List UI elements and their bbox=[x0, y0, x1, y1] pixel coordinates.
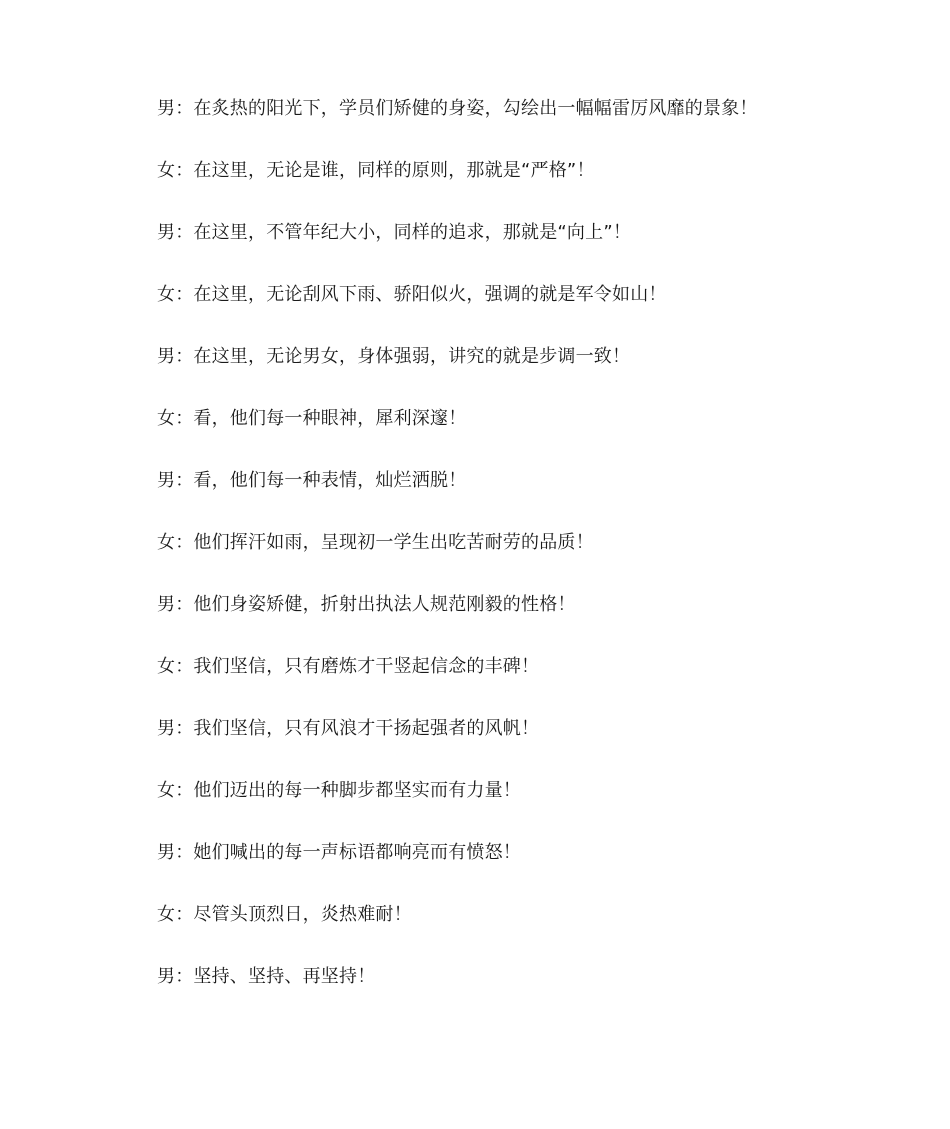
dialogue-line: 男：在这里，不管年纪大小，同样的追求，那就是“向上”！ bbox=[157, 222, 632, 243]
dialogue-line: 女：在这里，无论刮风下雨、骄阳似火，强调的就是军令如山！ bbox=[157, 284, 667, 305]
dialogue-line: 女：在这里，无论是谁，同样的原则，那就是“严格”！ bbox=[157, 160, 595, 181]
dialogue-line: 女：他们挥汗如雨，呈现初一学生出吃苦耐劳的品质！ bbox=[157, 532, 594, 553]
dialogue-line: 男：看，他们每一种表情，灿烂洒脱！ bbox=[157, 470, 467, 491]
dialogue-line: 男：坚持、坚持、再坚持！ bbox=[157, 966, 376, 987]
dialogue-line: 男：在这里，无论男女，身体强弱，讲究的就是步调一致！ bbox=[157, 346, 631, 367]
dialogue-line: 男：他们身姿矫健，折射出执法人规范刚毅的性格！ bbox=[157, 594, 576, 615]
dialogue-line: 女：尽管头顶烈日，炎热难耐！ bbox=[157, 904, 412, 925]
dialogue-line: 男：在炙热的阳光下，学员们矫健的身姿，勾绘出一幅幅雷厉风靡的景象！ bbox=[157, 98, 758, 119]
dialogue-line: 男：我们坚信，只有风浪才干扬起强者的风帆！ bbox=[157, 718, 540, 739]
dialogue-line: 女：他们迈出的每一种脚步都坚实而有力量！ bbox=[157, 780, 521, 801]
dialogue-line: 男：她们喊出的每一声标语都响亮而有愤怒！ bbox=[157, 842, 521, 863]
dialogue-line: 女：看，他们每一种眼神，犀利深邃！ bbox=[157, 408, 467, 429]
dialogue-line: 女：我们坚信，只有磨炼才干竖起信念的丰碑！ bbox=[157, 656, 540, 677]
dialogue-list bbox=[157, 94, 758, 1024]
